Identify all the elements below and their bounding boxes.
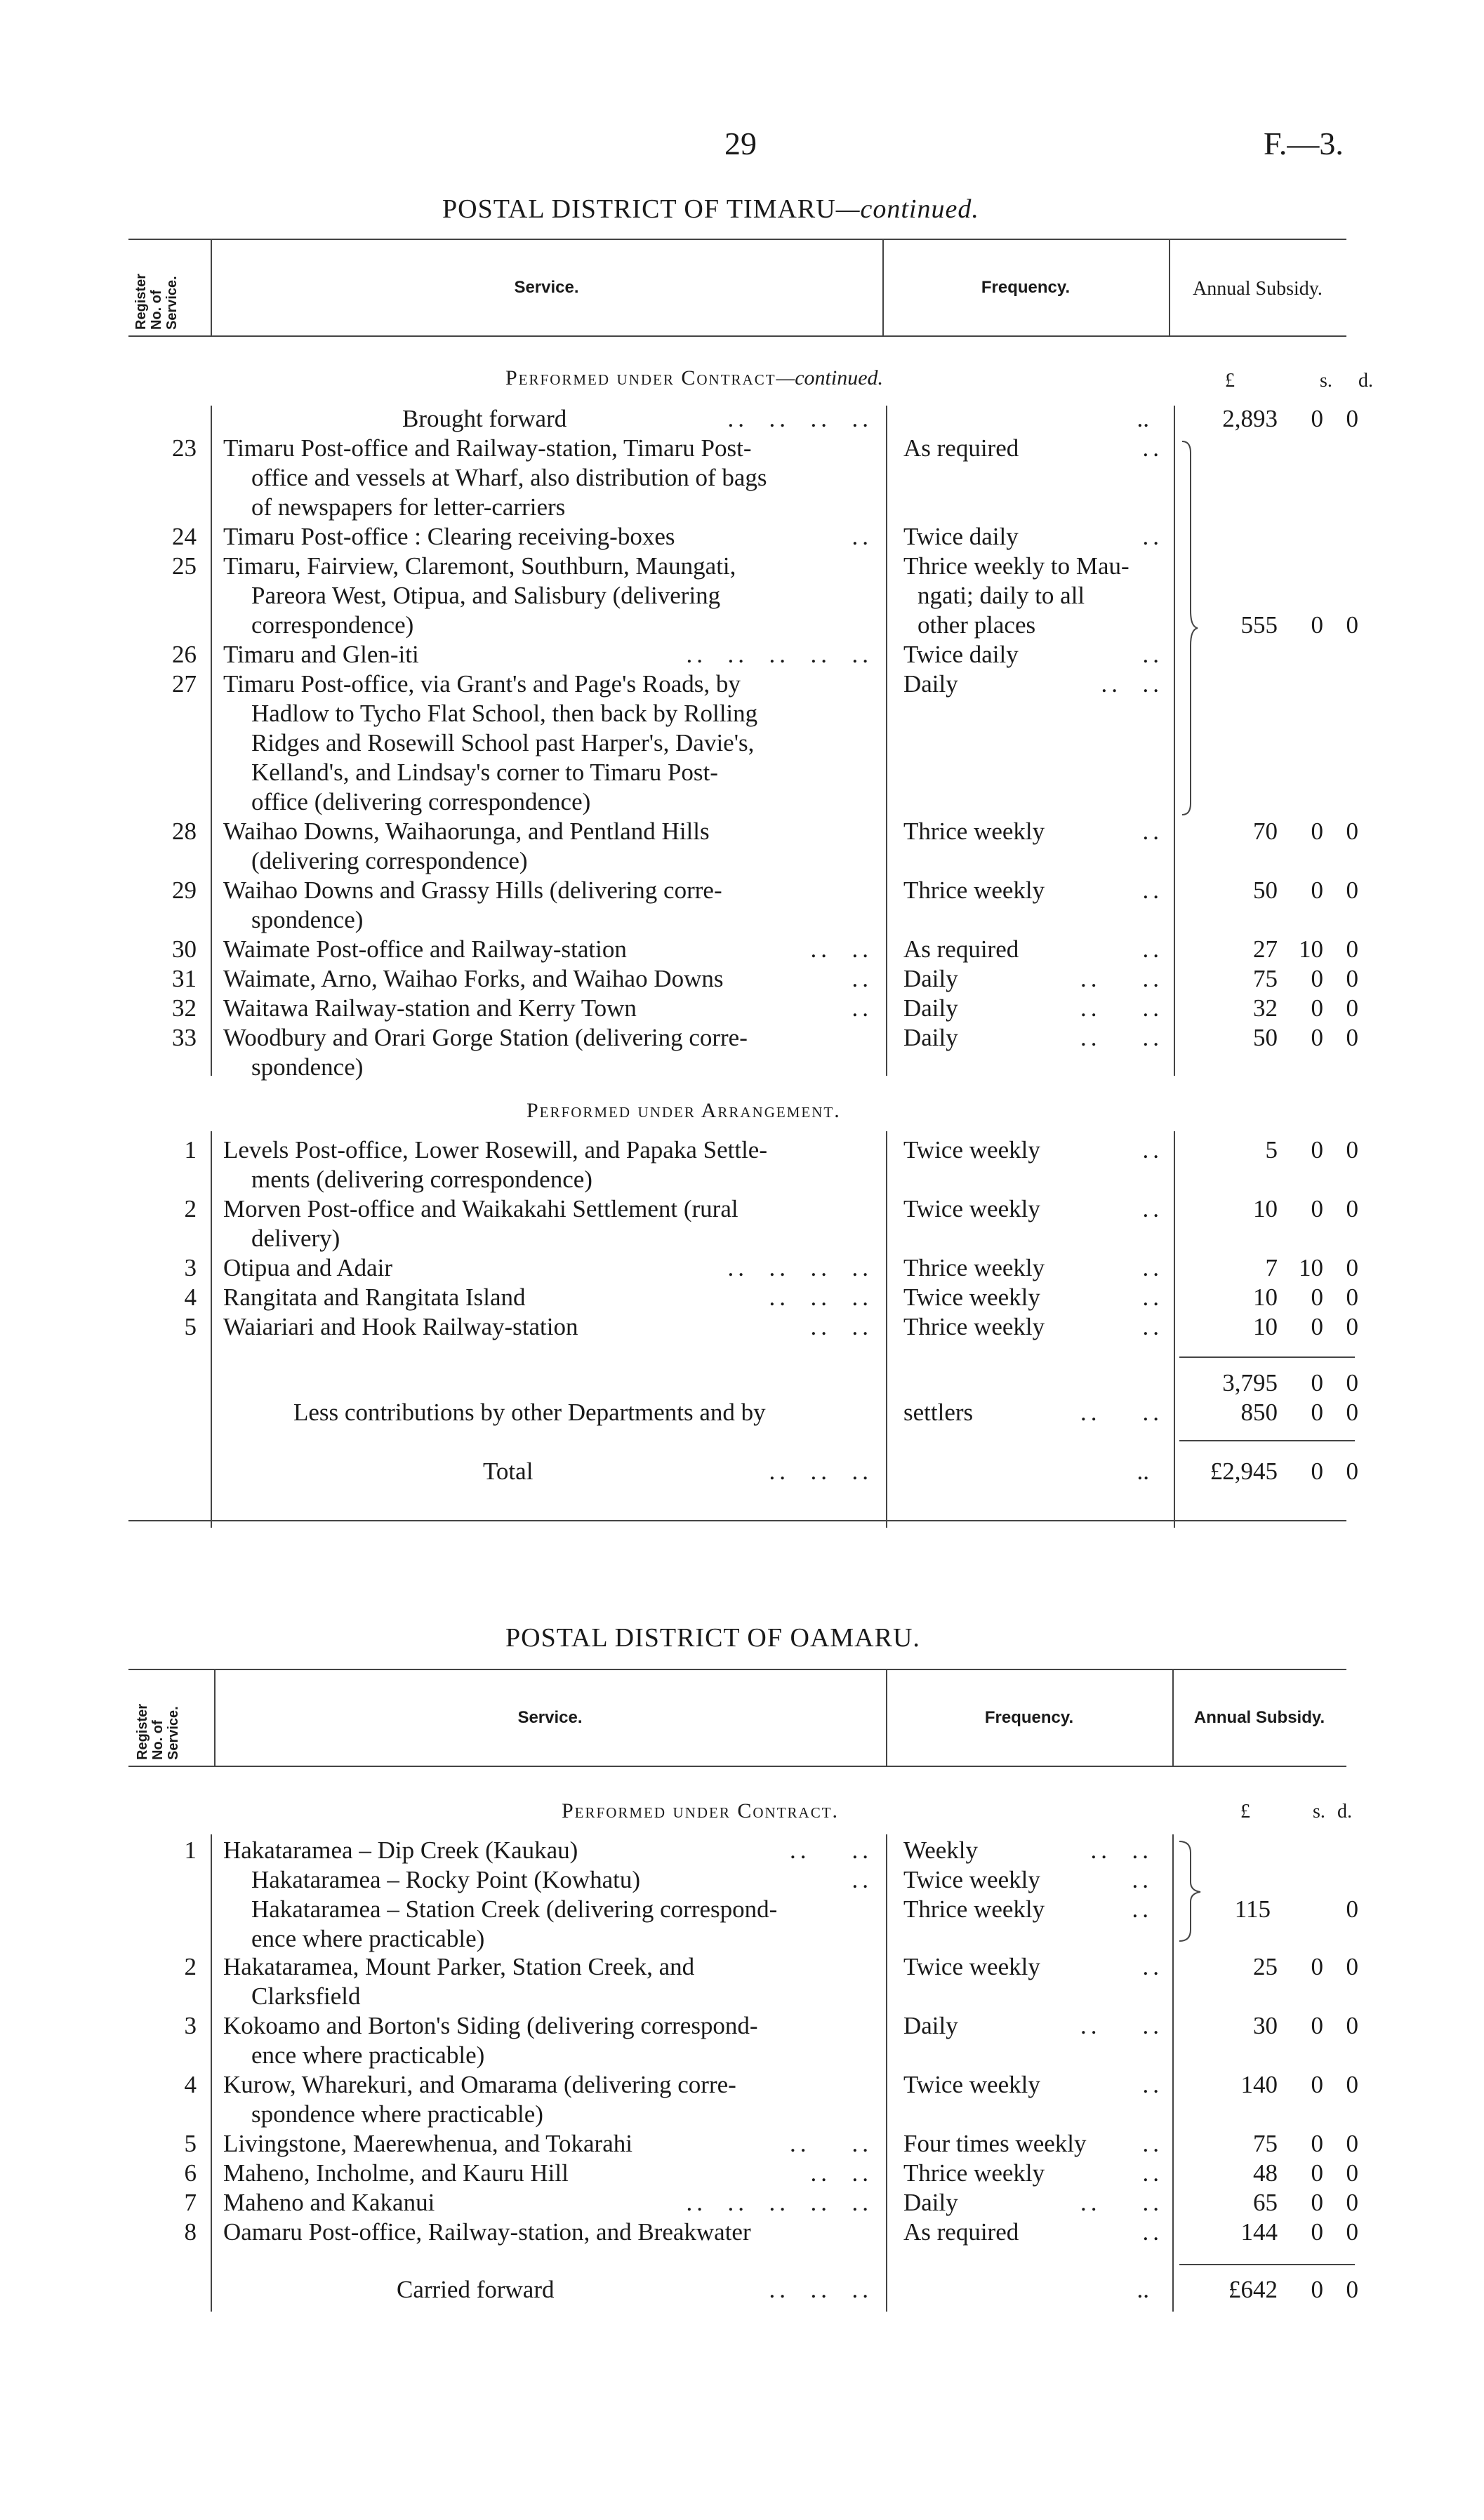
register-number: 4 [184,2071,197,2098]
register-number: 32 [172,994,197,1022]
amount-shillings: 0 [1311,2276,1323,2303]
amount-shillings: 0 [1311,1136,1323,1164]
total-label: Total .. .. .. [483,1458,873,1485]
frequency-text: Thrice weekly .. [903,876,1163,904]
frequency-text: Daily .. .. [903,1024,1163,1051]
service-header: Service. [517,1708,583,1727]
amount-pounds: 50 [1253,1024,1278,1051]
amount-pence: 0 [1346,965,1358,992]
amount-pence: 0 [1346,611,1358,639]
currency-pence: d. [1337,1801,1352,1822]
brought-forward-label: Brought forward .. .. .. .. [402,405,873,432]
subsidy-header: Annual Subsidy. [1193,1708,1325,1727]
col-divider [886,406,887,1076]
frequency-text: Twice weekly .. [903,1953,1163,1980]
amount-shillings: 0 [1311,2071,1323,2098]
subtotal-rule [1179,1356,1355,1358]
frequency-text: Daily .. .. [903,2012,1163,2039]
currency-pounds: £ [1240,1801,1250,1822]
service-text: Maheno, Incholme, and Kauru Hill .. .. [223,2159,873,2187]
frequency-text: Twice weekly .. [903,1284,1163,1311]
frequency-text: Twice weekly .. [903,1136,1163,1164]
frequency-text: Four times weekly .. [903,2130,1163,2157]
service-text: Levels Post-office, Lower Rosewill, and Papaka Settle- ments (delivering correspondence) [223,1136,767,1193]
currency-pence: d. [1358,370,1373,392]
amount-pence: 0 [1346,2189,1358,2216]
register-number: 5 [184,1313,197,1340]
amount-shillings: 0 [1311,2012,1323,2039]
table-top-rule [128,1669,1346,1670]
amount-pence: 0 [1346,1369,1358,1396]
service-text: Kurow, Wharekuri, and Omarama (delivering corre- spondence where practicable) [223,2071,736,2128]
amount-shillings: 0 [1311,405,1323,432]
service-text: Waimate, Arno, Waihao Forks, and Waihao Downs .. [223,965,873,992]
table-header-rule [128,1766,1346,1767]
amount-pence: 0 [1346,1024,1358,1051]
table-top-rule [128,239,1346,240]
amount-pence: 0 [1346,1399,1358,1426]
frequency-text: Twice weekly .. [903,2071,1163,2098]
register-number: 3 [184,2012,197,2039]
amount-pounds: 7 [1265,1254,1278,1281]
service-text: Timaru Post-office and Railway-station, Timaru Post- office and vessels at Wharf, also distribution of bags of newspapers for letter-carriers [223,434,767,521]
amount-pence: 0 [1346,405,1358,432]
service-text: Woodbury and Orari Gorge Station (delivering corre- spondence) [223,1024,748,1081]
register-number: 33 [172,1024,197,1051]
service-text: Oamaru Post-office, Railway-station, and Breakwater [223,2218,751,2246]
section-heading-contract: Performed under Contract. [562,1799,840,1822]
service-text: Otipua and Adair .. .. .. .. [223,1254,873,1281]
service-text: Waihao Downs, Waihaorunga, and Pentland Hills (delivering correspondence) [223,818,710,874]
table-bottom-rule [128,1520,1346,1521]
service-text: Waihao Downs and Grassy Hills (delivering corre- spondence) [223,876,722,933]
amount-pence: 0 [1346,1136,1358,1164]
frequency-text: Twice weekly .. [903,1195,1163,1222]
section-heading-arrangement: Performed under Arrangement. [526,1099,841,1122]
amount-pounds: £2,945 [1210,1458,1278,1485]
amount-pence: 0 [1346,1895,1358,1923]
subsidy-header: Annual Subsidy. [1193,278,1323,300]
amount-shillings: 0 [1311,876,1323,904]
service-text: Waitawa Railway-station and Kerry Town .. [223,994,873,1022]
amount-pence: 0 [1346,1313,1358,1340]
col-divider [886,1834,887,2312]
service-text: Timaru, Fairview, Claremont, Southburn, Maungati, Pareora West, Otipua, and Salisbury (delivering correspondence) [223,552,736,639]
currency-shillings: s. [1320,370,1332,392]
amount-shillings: 0 [1311,2218,1323,2246]
total-rule [1179,1440,1355,1441]
amount-pence: 0 [1346,1254,1358,1281]
amount-pounds: 850 [1240,1399,1278,1426]
register-number: 29 [172,876,197,904]
service-text: Waiariari and Hook Railway-station .. .. [223,1313,873,1340]
register-number: 5 [184,2130,197,2157]
amount-shillings: 10 [1299,935,1323,963]
amount-pounds: 70 [1253,818,1278,845]
frequency-text: As required .. [903,434,1163,462]
total-rule [1179,2264,1355,2265]
amount-shillings: 0 [1311,1284,1323,1311]
register-header: Register No. of Service. [133,273,180,330]
service-text: Timaru Post-office, via Grant's and Page's Roads, by Hadlow to Tycho Flat School, then back by Rolling Ridges and Rosewill School past Harper's, Davie's, Kelland's, and Lindsay's corner to Timaru Post- office (delivering correspondence) [223,670,758,815]
amount-pounds: 3,795 [1222,1369,1278,1396]
register-number: 27 [172,670,197,698]
amount-shillings: 0 [1311,1195,1323,1222]
section-heading-contract: Performed under Contract—continued. [505,366,884,389]
register-number: 7 [184,2189,197,2216]
frequency-text: Daily .. .. [903,2189,1163,2216]
service-text: Waimate Post-office and Railway-station .. .. [223,935,873,963]
frequency-text: As required .. [903,935,1163,963]
amount-pounds: 75 [1253,965,1278,992]
register-number: 28 [172,818,197,845]
amount-shillings: 10 [1299,1254,1323,1281]
frequency-text: Daily .. .. [903,965,1163,992]
currency-shillings: s. [1313,1801,1325,1822]
amount-shillings: 0 [1311,2189,1323,2216]
less-label: Less contributions by other Departments and by [293,1399,766,1426]
register-number: 3 [184,1254,197,1281]
table-header-rule [128,335,1346,337]
amount-pence: 0 [1346,1458,1358,1485]
amount-pounds: 75 [1253,2130,1278,2157]
amount-pounds: 48 [1253,2159,1278,2187]
frequency-text: Thrice weekly to Mau- ngati; daily to all other places [903,552,1129,639]
amount-pounds: 27 [1253,935,1278,963]
frequency-text: As required .. [903,2218,1163,2246]
service-text: Morven Post-office and Waikakahi Settlement (rural delivery) [223,1195,738,1252]
register-number: 24 [172,523,197,550]
group-brace [1177,1839,1205,1944]
amount-pence: 0 [1346,1284,1358,1311]
col-divider [1174,406,1175,1076]
amount-shillings: 0 [1311,1369,1323,1396]
frequency-text: Weekly .. .. Twice weekly .. Thrice weekly .. [903,1836,1153,1923]
amount-pounds: 140 [1240,2071,1278,2098]
frequency-text: Twice daily .. [903,523,1163,550]
register-number: 1 [184,1136,197,1164]
dot-leader: .. [1137,2276,1149,2303]
amount-pence: 0 [1346,2159,1358,2187]
amount-pence: 0 [1346,1195,1358,1222]
amount-pence: 0 [1346,876,1358,904]
amount-pence: 0 [1346,2218,1358,2246]
register-number: 1 [184,1836,197,1864]
service-text: Timaru and Glen-iti .. .. .. .. .. [223,641,873,668]
carried-forward-label: Carried forward .. .. .. [397,2276,873,2303]
frequency-text: Thrice weekly .. [903,1313,1163,1340]
amount-pounds: £642 [1228,2276,1278,2303]
register-header: Register No. of Service. [135,1703,181,1760]
amount-pounds: 10 [1253,1313,1278,1340]
col-divider [886,1131,887,1528]
col-divider [211,1131,212,1528]
dot-leader: .. [1137,1458,1149,1485]
frequency-text: Daily .. .. [903,994,1163,1022]
col-divider [211,1834,212,2312]
amount-pence: 0 [1346,935,1358,963]
amount-pounds: 30 [1253,2012,1278,2039]
frequency-text: Thrice weekly .. [903,1254,1163,1281]
timaru-title: POSTAL DISTRICT OF TIMARU—continued. [442,194,979,224]
frequency-header: Frequency. [984,1708,1074,1727]
frequency-text: Thrice weekly .. [903,818,1163,845]
amount-pence: 0 [1346,994,1358,1022]
amount-pence: 0 [1346,2130,1358,2157]
amount-pounds: 2,893 [1222,405,1278,432]
register-number: 6 [184,2159,197,2187]
amount-pounds: 10 [1253,1284,1278,1311]
register-number: 30 [172,935,197,963]
col-divider [1174,1131,1175,1528]
service-text: Maheno and Kakanui .. .. .. .. .. [223,2189,873,2216]
register-number: 23 [172,434,197,462]
service-text: Kokoamo and Borton's Siding (delivering correspond- ence where practicable) [223,2012,758,2069]
dot-leader: .. [1137,405,1149,432]
register-number: 4 [184,1284,197,1311]
frequency-header: Frequency. [981,278,1071,297]
amount-shillings: 0 [1311,1313,1323,1340]
amount-pounds: 65 [1253,2189,1278,2216]
service-text: Livingstone, Maerewhenua, and Tokarahi .. .. [223,2130,873,2157]
register-number: 26 [172,641,197,668]
amount-pounds: 25 [1253,1953,1278,1980]
register-number: 2 [184,1953,197,1980]
amount-pounds: 32 [1253,994,1278,1022]
register-number: 31 [172,965,197,992]
amount-pounds: 10 [1253,1195,1278,1222]
page-number: 29 [724,126,757,161]
amount-shillings: 0 [1311,1458,1323,1485]
service-text: Rangitata and Rangitata Island .. .. .. [223,1284,873,1311]
amount-pence: 0 [1346,1953,1358,1980]
col-divider [211,406,212,1076]
amount-pence: 0 [1346,2276,1358,2303]
amount-pounds: 115 [1234,1895,1271,1923]
frequency-text: Thrice weekly .. [903,2159,1163,2187]
register-number: 8 [184,2218,197,2246]
currency-pounds: £ [1225,370,1235,392]
amount-shillings: 0 [1311,1953,1323,1980]
frequency-text: Daily .. .. [903,670,1163,698]
amount-pounds: 555 [1240,611,1278,639]
less-label-cont: settlers .. .. [903,1399,1163,1426]
amount-shillings: 0 [1311,994,1323,1022]
amount-pence: 0 [1346,818,1358,845]
amount-pounds: 5 [1265,1136,1278,1164]
amount-shillings: 0 [1311,1024,1323,1051]
amount-pounds: 50 [1253,876,1278,904]
register-number: 2 [184,1195,197,1222]
frequency-text: Twice daily .. [903,641,1163,668]
service-text: Hakataramea, Mount Parker, Station Creek, and Clarksfield [223,1953,695,2010]
oamaru-title: POSTAL DISTRICT OF OAMARU. [505,1623,920,1653]
service-header: Service. [514,278,579,297]
amount-shillings: 0 [1311,2130,1323,2157]
amount-shillings: 0 [1311,965,1323,992]
amount-shillings: 0 [1311,1399,1323,1426]
page-reference: F.—3. [1264,126,1344,161]
amount-shillings: 0 [1311,2159,1323,2187]
col-divider [1172,1834,1174,2312]
amount-pence: 0 [1346,2012,1358,2039]
amount-pounds: 144 [1240,2218,1278,2246]
amount-shillings: 0 [1311,611,1323,639]
amount-pence: 0 [1346,2071,1358,2098]
service-text: Timaru Post-office : Clearing receiving-boxes .. [223,523,873,550]
amount-shillings: 0 [1311,818,1323,845]
service-text: Hakataramea – Dip Creek (Kaukau) .. .. Hakataramea – Rocky Point (Kowhatu) .. Hakataramea – Station Creek (delivering correspond- ence where practicable) [223,1836,873,1952]
register-number: 25 [172,552,197,580]
